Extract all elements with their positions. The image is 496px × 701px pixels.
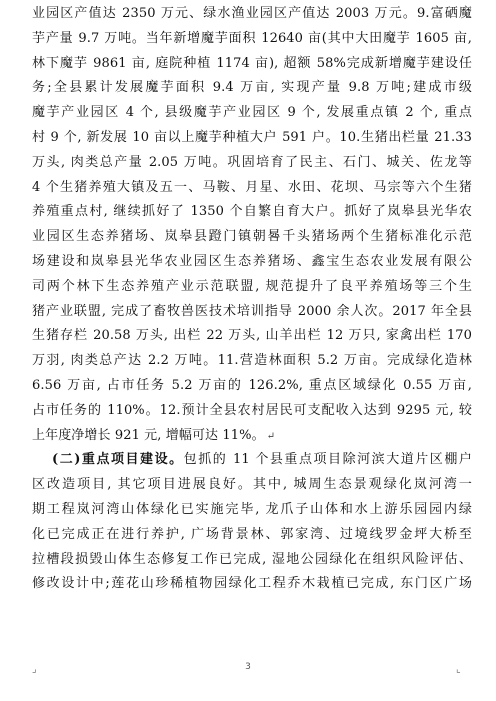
text-line: 业园区生态养猪场、岚皋县蹬门镇朝晷千头猪场两个生猪标准化示范	[32, 229, 472, 245]
text-line: 期工程岚河湾山体绿化已实施完毕, 龙爪子山体和水上游乐园园内绿	[32, 501, 472, 517]
section-first-line	[32, 448, 472, 473]
text-line: 猪产业联盟, 完成了畜牧兽医技术培训指导 2000 余人次。2017 年全县	[32, 303, 472, 319]
text-line: 养殖重点村, 继续抓好了 1350 个自繁自育大户。抓好了岚皋县光华农	[32, 204, 472, 220]
body-text	[32, 2, 472, 597]
section-heading: (二)重点项目建设。	[52, 452, 184, 468]
text-line: 生猪存栏 20.58 万头, 出栏 22 万头, 山羊出栏 12 万只, 家禽出栏 170	[32, 328, 472, 344]
margin-corner-mark-right: ⌞	[456, 664, 461, 675]
text-line: 村 9 个, 新发展 10 亩以上魔芋种植大户 591 户。10.生猪出栏量 21.33	[32, 129, 472, 145]
text-line: 魔芋产业园区 4 个, 县级魔芋产业园区 9 个, 发展重点镇 2 个, 重点	[32, 105, 472, 121]
text-line: 区改造项目, 其它项目进展良好。其中, 城周生态景观绿化岚河湾一	[32, 477, 472, 493]
text-line: 司两个林下生态养殖产业示范联盟, 规范提升了良平养殖场等三个生	[32, 278, 472, 294]
text-line: 4 个生猪养殖大镇及五一、马鞍、月星、水田、花坝、马宗等六个生猪	[32, 179, 472, 195]
text-line: 万羽, 肉类总产达 2.2 万吨。11.营造林面积 5.2 万亩。完成绿化造林	[32, 353, 472, 369]
text-line: 万头, 肉类总产量 2.05 万吨。巩固培育了民主、石门、城关、佐龙等	[32, 154, 472, 170]
text-line: 务;全县累计发展魔芋面积 9.4 万亩, 实现产量 9.8 万吨;建成市级	[32, 80, 472, 96]
text-line: 业园区产值达 2350 万元、绿水渔业园区产值达 2003 万元。9.富硒魔	[32, 6, 472, 21]
text-line	[32, 424, 472, 449]
text-line: 6.56 万亩, 占市任务 5.2 万亩的 126.2%, 重点区域绿化 0.55 万亩,	[32, 377, 472, 393]
paragraph-end-text: 上年度净增长 921 元, 增幅可达 11%。	[32, 427, 265, 443]
text-line: 芋产量 9.7 万吨。当年新增魔芋面积 12640 亩(其中大田魔芋 1605 亩,	[32, 30, 472, 46]
page-number: 3	[245, 662, 251, 672]
text-line: 场建设和岚皋县光华农业园区生态养猪场、鑫宝生态农业发展有限公	[32, 253, 472, 269]
text-line: 化已完成正在进行养护, 广场背景林、郭家湾、过境线罗金坪大桥至	[32, 526, 472, 542]
text-line: 占市任务的 110%。12.预计全县农村居民可支配收入达到 9295 元, 较	[32, 402, 472, 418]
return-mark-icon: ↵	[266, 430, 276, 442]
text-line: 林下魔芋 9861 亩, 庭院种植 1174 亩), 超额 58%完成新增魔芋建设任	[32, 55, 472, 71]
text-line: 修改设计中;莲花山珍稀植物园绿化工程乔木栽植已完成, 东门区广场	[32, 576, 472, 592]
text-line: 拉槽段损毁山体生态修复工作已完成, 湿地公园绿化在组织风险评估、	[32, 551, 472, 567]
margin-corner-mark-left: ⌟	[32, 664, 37, 675]
section-first-line-text: 包抓的 11 个县重点项目除河滨大道片区棚户	[183, 452, 472, 468]
